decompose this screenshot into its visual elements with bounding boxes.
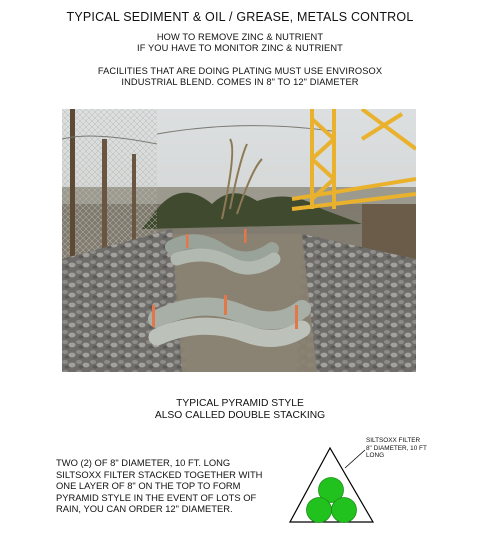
description-line: RAIN, YOU CAN ORDER 12" DIAMETER. (56, 503, 233, 515)
site-photo (62, 109, 416, 372)
caption-line-2: ALSO CALLED DOUBLE STACKING (154, 410, 326, 421)
subtitle-line-2: IF YOU HAVE TO MONITOR ZINC & NUTRIENT (137, 43, 343, 53)
diagram-label-line: LONG (366, 452, 385, 460)
description-text (56, 457, 306, 515)
subtitle-line-1: HOW TO REMOVE ZINC & NUTRIENT (156, 32, 324, 42)
sock-bottom-left (307, 498, 332, 523)
label-leader-line (345, 450, 365, 468)
description-line: PYRAMID STYLE IN THE EVENT OF LOTS OF (56, 491, 257, 503)
sock-bottom-right (332, 498, 357, 523)
diagram-label (366, 437, 427, 460)
description-line: TWO (2) OF 8" DIAMETER, 10 FT. LONG (56, 457, 231, 468)
description-line: ONE LAYER OF 8" ON THE TOP TO FORM (56, 480, 241, 492)
page-title: TYPICAL SEDIMENT & OIL / GREASE, METALS CONTROL (66, 10, 414, 24)
requirement-line-2: INDUSTRIAL BLEND. COMES IN 8" TO 12" DIAMETER (121, 77, 359, 87)
requirement-line-1: FACILITIES THAT ARE DOING PLATING MUST USE ENVIROSOX (97, 66, 383, 76)
diagram-label-line: SILTSOXX FILTER (366, 437, 421, 444)
diagram-label-line: 8" DIAMETER, 10 FT (366, 444, 427, 452)
description-line: SILTSOXX FILTER STACKED TOGETHER WITH (56, 468, 263, 480)
caption-line-1: TYPICAL PYRAMID STYLE (176, 398, 304, 409)
